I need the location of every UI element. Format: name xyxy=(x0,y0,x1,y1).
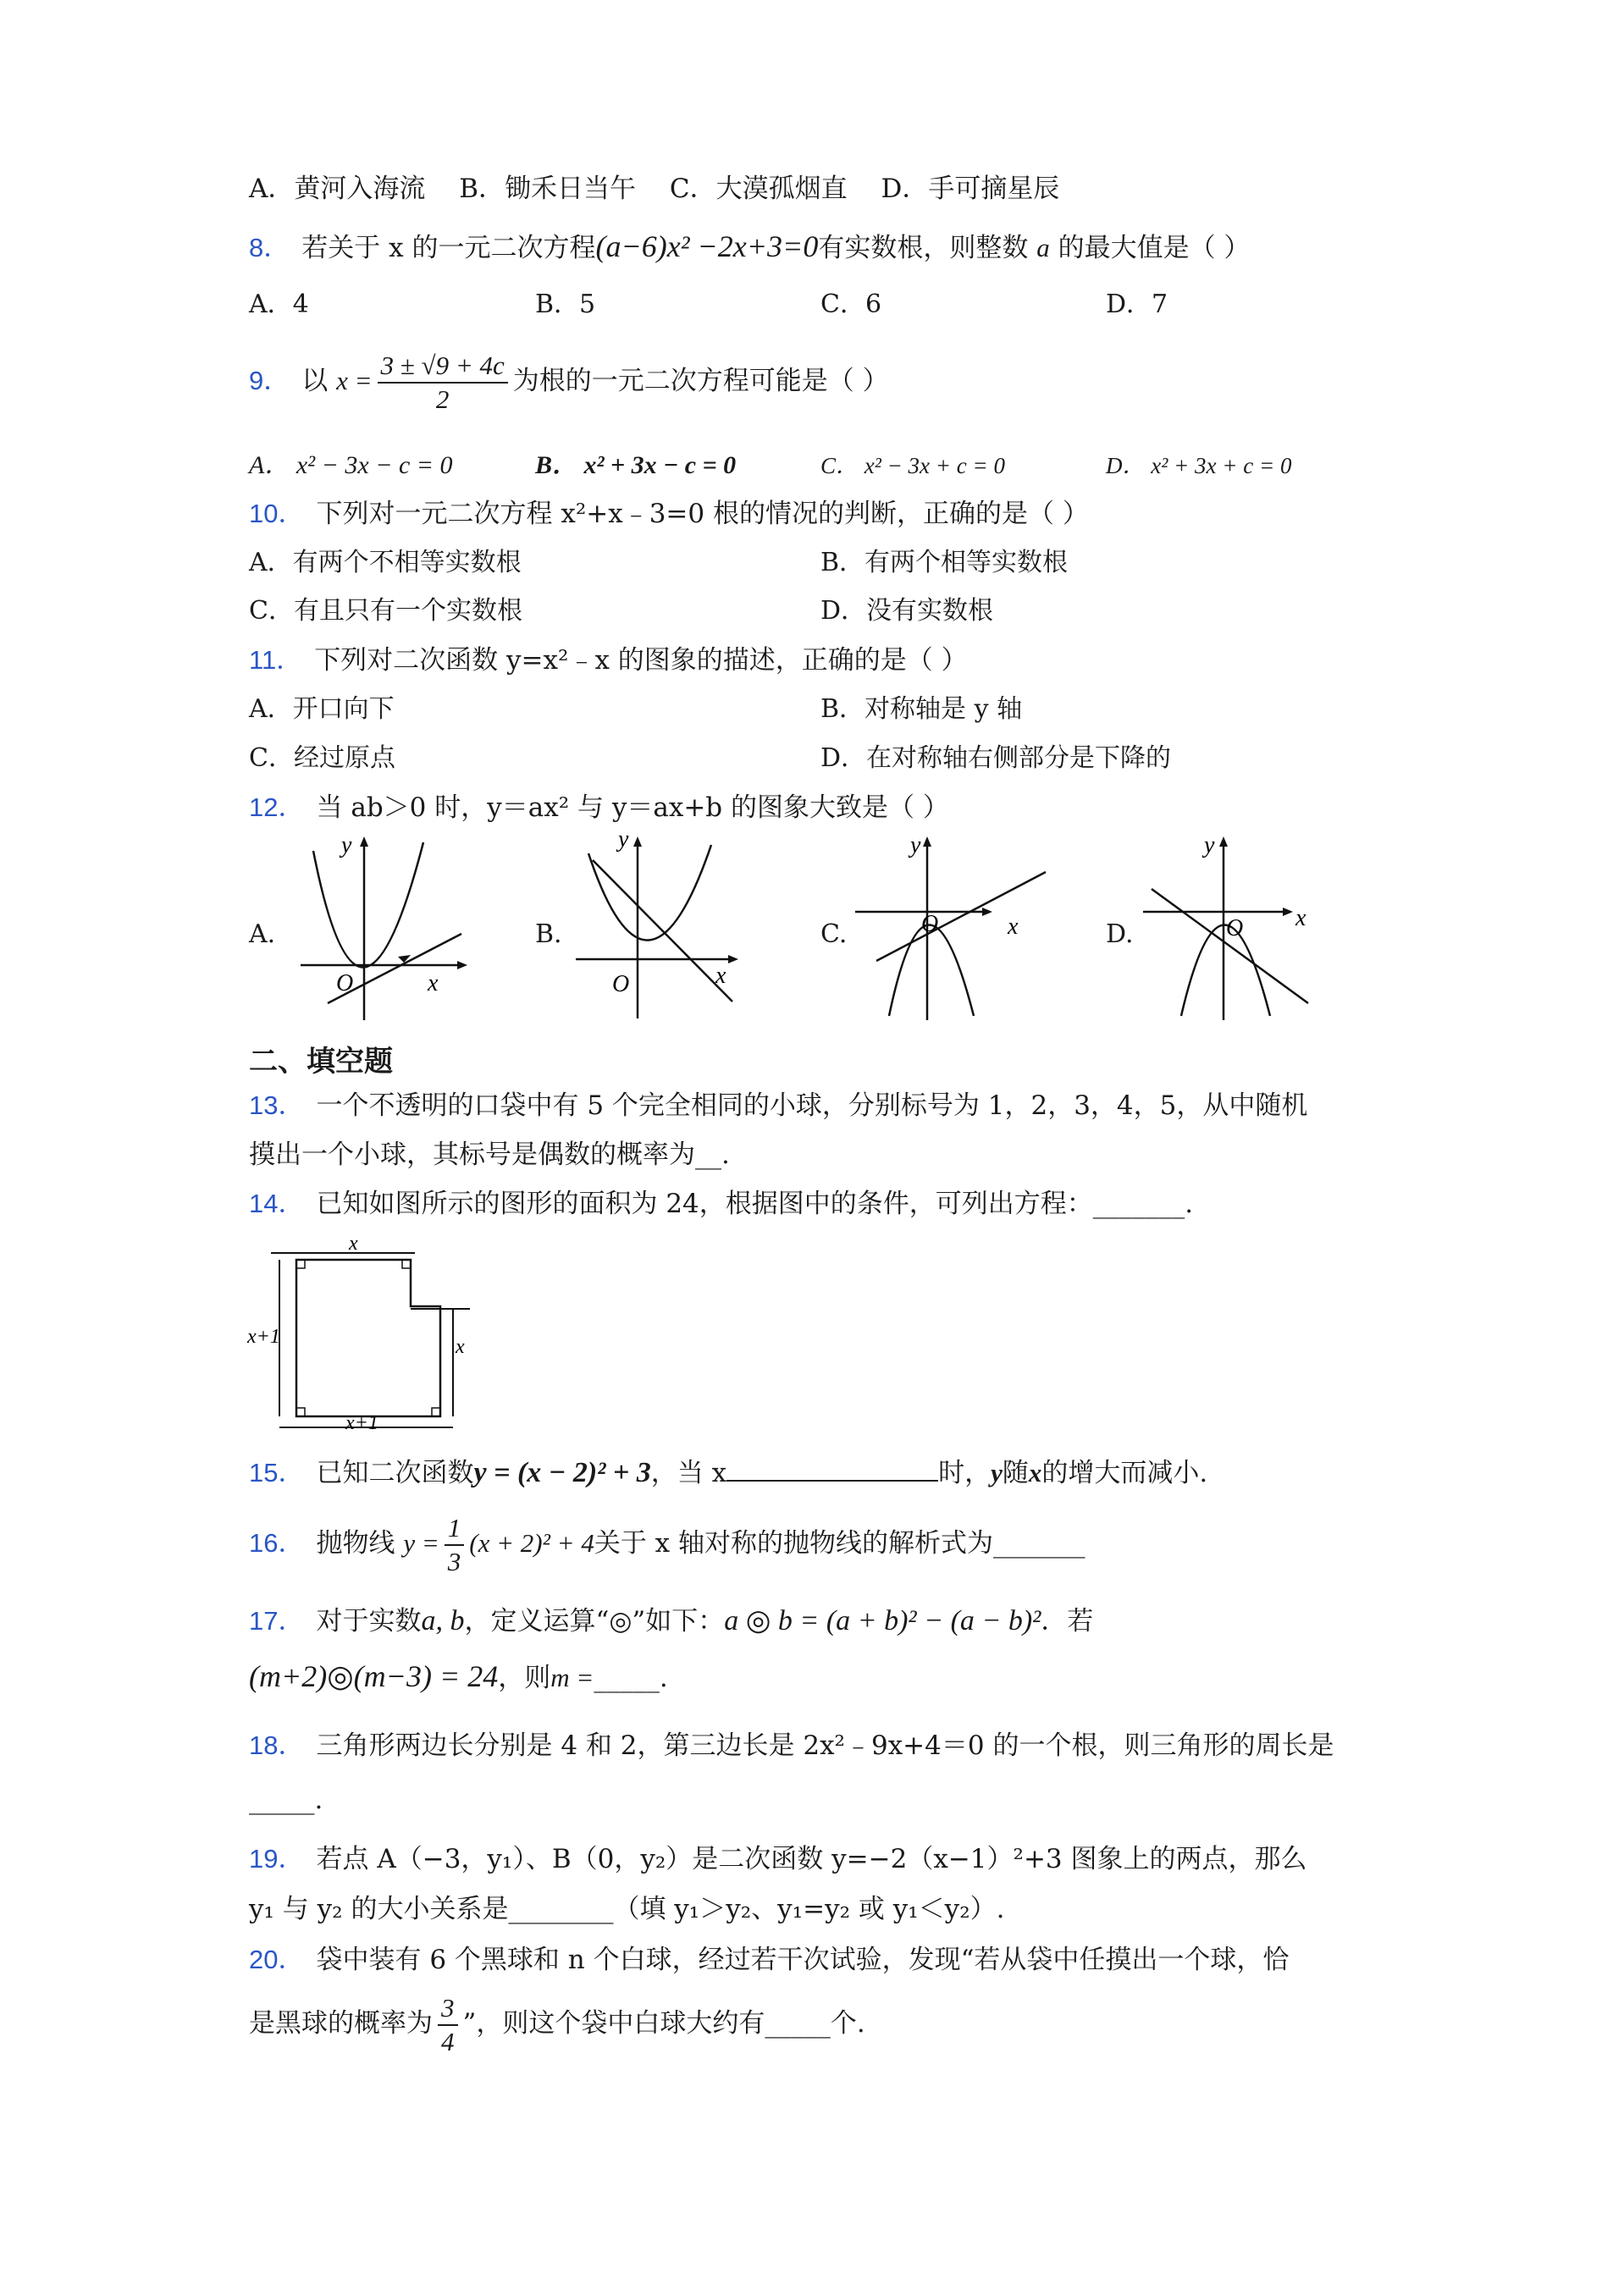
y-axis-arrow-icon xyxy=(360,836,368,847)
q12-graph-b xyxy=(572,828,749,1023)
q9-option-b: B． x² + 3x − c = 0 xyxy=(535,451,737,479)
q15-text-e: 的增大而减小. xyxy=(1041,1458,1208,1488)
right-angle-mark xyxy=(432,1408,440,1416)
q8-text-c: 的最大值是（ ） xyxy=(1058,233,1251,263)
q15-formula: y = (x − 2)² + 3 xyxy=(473,1457,651,1488)
q17-number: 17． xyxy=(249,1606,305,1636)
q8-text: 若关于 x 的一元二次方程 xyxy=(301,233,596,263)
q17-text-c: ．若 xyxy=(1041,1606,1094,1636)
q14-stem xyxy=(249,1187,1193,1221)
q13-line-2: 摸出一个小球，其标号是偶数的概率为__. xyxy=(249,1140,730,1170)
q14-figure xyxy=(246,1234,483,1433)
q15-y: y xyxy=(991,1458,1003,1487)
origin-label: O xyxy=(612,971,630,997)
q17-text-a: 对于实数 xyxy=(316,1606,422,1636)
q10-option-b: B．有两个相等实数根 xyxy=(820,548,1069,577)
q16-number: 16． xyxy=(249,1528,305,1558)
x-label: x xyxy=(428,970,439,996)
origin-label: O xyxy=(921,911,939,937)
bottom-label: x+1 xyxy=(345,1412,378,1433)
q19-number: 19． xyxy=(249,1844,305,1874)
q8-option-d: D．7 xyxy=(1106,290,1168,319)
q7-option-c: C．大漠孤烟直 xyxy=(669,174,848,204)
q15-text-d: 随 xyxy=(1002,1458,1029,1488)
q15-stem xyxy=(249,1456,1207,1490)
q8-option-c: C．6 xyxy=(820,290,882,319)
q11-text: 下列对二次函数 y=x²﹣x 的图象的描述，正确的是（ ） xyxy=(314,645,968,676)
q19-line-1 xyxy=(249,1842,1307,1876)
q16-lhs: y = xyxy=(403,1528,439,1558)
q12-option-c-label: C. xyxy=(820,919,848,949)
q9-text-b: 为根的一元二次方程可能是（ ） xyxy=(512,366,889,396)
q18-line-2: _____. xyxy=(249,1785,323,1815)
q8-stem xyxy=(249,229,1250,265)
q8-var: a xyxy=(1036,233,1050,262)
q16-stem xyxy=(249,1505,1085,1581)
q9-lhs: x = xyxy=(336,366,373,395)
q17-equation: (m+2)◎(m−3) = 24 xyxy=(249,1659,499,1693)
x-label: x xyxy=(715,963,726,989)
q17-m: m = xyxy=(550,1663,594,1692)
line-graph xyxy=(876,872,1046,961)
origin-label: O xyxy=(336,970,354,996)
q15-text-c: 时， xyxy=(938,1458,992,1488)
q7-options xyxy=(249,172,1059,206)
q10-text: 下列对一元二次方程 x²+x﹣3=0 根的情况的判断，正确的是（ ） xyxy=(316,499,1089,529)
q18-line-1 xyxy=(249,1729,1334,1763)
q18-number: 18． xyxy=(249,1730,305,1760)
q13-text-1: 一个不透明的口袋中有 5 个完全相同的小球，分别标号为 1，2，3，4，5，从中随机 xyxy=(316,1090,1308,1121)
q14-text: 已知如图所示的图形的面积为 24，根据图中的条件，可列出方程：_______. xyxy=(316,1189,1194,1219)
origin-label: O xyxy=(1226,915,1244,941)
q8-option-a: A．4 xyxy=(249,290,309,319)
x-label: x xyxy=(1295,905,1306,931)
q9-stem xyxy=(249,342,889,420)
q19-text-1: 若点 A（−3，y₁）、B（0，y₂）是二次函数 y=−2（x−1）²+3 图象上的两点，那么 xyxy=(316,1844,1307,1874)
q12-option-d-label: D. xyxy=(1106,919,1134,949)
q9-option-d: D． x² + 3x + c = 0 xyxy=(1106,453,1292,478)
q11-option-b: B．对称轴是 y 轴 xyxy=(820,694,1023,724)
q9-option-c: C． x² − 3x + c = 0 xyxy=(820,453,1005,478)
y-axis-arrow-icon xyxy=(923,836,931,847)
q12-graph-a xyxy=(292,834,478,1024)
y-label: y xyxy=(910,834,921,858)
line-graph xyxy=(1152,889,1308,1003)
q19-line-2: y₁ 与 y₂ 的大小关系是________（填 y₁＞y₂、y₁=y₂ 或 y₁＜y₂）. xyxy=(249,1894,1005,1924)
q17-text-e: _____. xyxy=(594,1663,668,1693)
q7-option-a: A．黄河入海流 xyxy=(249,174,426,204)
q9-option-a: A． x² − 3x − c = 0 xyxy=(249,451,453,479)
q12-option-b-label: B. xyxy=(535,919,562,949)
q9-number: 9． xyxy=(249,366,290,395)
q15-x: x xyxy=(1028,1458,1042,1487)
parabola xyxy=(889,925,974,1017)
q7-option-b: B．锄禾日当午 xyxy=(459,174,637,204)
q13-number: 13． xyxy=(249,1090,305,1120)
q9-fraction xyxy=(378,350,508,416)
q16-text-a: 抛物线 xyxy=(316,1528,395,1559)
q13-line-1 xyxy=(249,1089,1307,1123)
q11-option-d: D．在对称轴右侧部分是下降的 xyxy=(820,743,1172,773)
q16-numerator: 1 xyxy=(445,1512,465,1546)
q20-text-1: 袋中装有 6 个黑球和 n 个白球，经过若干次试验，发现“若从袋中任摸出一个球，恰 xyxy=(316,1945,1290,1975)
q9-numerator: 3 ± √9 + 4c xyxy=(378,350,508,384)
q20-number: 20． xyxy=(249,1945,305,1974)
q12-stem xyxy=(249,791,949,825)
q8-text-b: 有实数根，则整数 xyxy=(818,233,1029,263)
q11-option-a: A．开口向下 xyxy=(249,694,395,724)
right-angle-mark xyxy=(296,1408,305,1416)
y-label: y xyxy=(618,828,629,853)
q20-line-2 xyxy=(249,1985,865,2061)
x-label: x xyxy=(1008,913,1019,940)
q15-blank xyxy=(726,1456,938,1482)
q10-option-a: A．有两个不相等实数根 xyxy=(249,548,522,577)
y-axis-arrow-icon xyxy=(1219,836,1228,847)
right-angle-mark xyxy=(296,1260,305,1268)
q16-text-b: 关于 x 轴对称的抛物线的解析式为_______ xyxy=(594,1528,1085,1559)
parabola xyxy=(588,845,711,941)
q10-option-d: D．没有实数根 xyxy=(820,596,994,626)
parabola xyxy=(313,842,423,968)
y-label: y xyxy=(1204,834,1215,858)
q10-stem xyxy=(249,497,1089,531)
q17-line-2 xyxy=(249,1659,668,1695)
q16-denominator: 3 xyxy=(447,1546,461,1576)
q17-definition: a ◎ b = (a + b)² − (a − b)² xyxy=(724,1605,1041,1636)
q9-text-a: 以 xyxy=(301,366,329,396)
q9-denominator: 2 xyxy=(435,384,450,414)
q17-line-1 xyxy=(249,1604,1093,1638)
q17-text-b: ，定义运算“◎”如下： xyxy=(464,1606,725,1636)
q16-fraction xyxy=(445,1512,465,1578)
q20-numerator: 3 xyxy=(438,1992,458,2026)
x-axis-arrow-icon xyxy=(457,961,467,969)
q11-stem xyxy=(249,643,968,677)
q10-number: 10． xyxy=(249,499,305,528)
shape-outline xyxy=(296,1260,440,1416)
top-label: x xyxy=(349,1234,358,1255)
q10-option-c: C．有且只有一个实数根 xyxy=(249,596,522,626)
q12-graph-d xyxy=(1143,834,1321,1024)
q8-equation: (a−6)x² −2x+3=0 xyxy=(595,229,819,263)
q8-option-b: B．5 xyxy=(535,290,596,319)
q8-number: 8． xyxy=(249,233,290,262)
y-axis-arrow-icon xyxy=(633,836,642,847)
x-axis-arrow-icon xyxy=(1283,908,1293,916)
x-axis-arrow-icon xyxy=(982,908,992,916)
q15-text-a: 已知二次函数 xyxy=(316,1458,474,1488)
q20-text-b: ”，则这个袋中白球大约有_____个. xyxy=(462,2008,865,2039)
q17-vars: a, b xyxy=(421,1605,465,1636)
y-label: y xyxy=(341,834,352,858)
q7-option-d: D．手可摘星辰 xyxy=(881,174,1060,204)
q12-text: 当 ab＞0 时，y＝ax² 与 y＝ax+b 的图象大致是（ ） xyxy=(316,792,949,823)
right-label: x xyxy=(456,1336,465,1358)
q15-number: 15． xyxy=(249,1458,305,1487)
right-angle-mark xyxy=(402,1260,411,1268)
q20-text-a: 是黑球的概率为 xyxy=(249,2008,433,2039)
q12-option-a-label: A. xyxy=(249,919,276,949)
q18-text-1: 三角形两边长分别是 4 和 2，第三边长是 2x²﹣9x+4＝0 的一个根，则三角形的周长是 xyxy=(316,1730,1334,1761)
q11-option-c: C．经过原点 xyxy=(249,743,395,773)
q20-line-1 xyxy=(249,1943,1289,1977)
left-label: x+1 xyxy=(247,1326,280,1348)
q20-denominator: 4 xyxy=(441,2026,455,2056)
q11-number: 11． xyxy=(249,645,303,675)
x-axis-arrow-icon xyxy=(728,955,738,963)
q12-number: 12． xyxy=(249,792,305,822)
q16-rhs: (x + 2)² + 4 xyxy=(469,1528,594,1558)
q14-number: 14． xyxy=(249,1189,305,1218)
q20-fraction xyxy=(438,1992,458,2058)
q17-text-d: ，则 xyxy=(498,1663,551,1693)
q12-graph-c xyxy=(855,834,1058,1024)
section-2-title: 二、填空题 xyxy=(249,1045,393,1079)
q15-text-b: ，当 x xyxy=(650,1458,727,1488)
